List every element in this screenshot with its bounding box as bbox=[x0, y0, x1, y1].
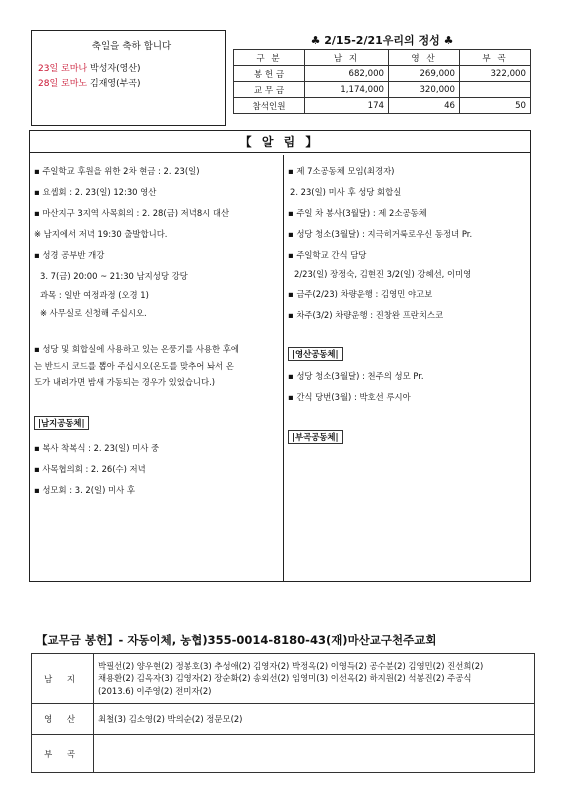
offering-value: 1,174,000 bbox=[305, 82, 389, 98]
notice-item: ▪ 금주(2/23) 차량운행 : 김영민 야고보 bbox=[288, 289, 433, 299]
notice-item: ▪ 주일 차 봉사(3월달) : 제 2소공동체 bbox=[288, 208, 427, 218]
donor-line: (2013.6) 이주영(2) 전미자(2) bbox=[98, 685, 212, 696]
offering-value: 682,000 bbox=[305, 66, 389, 82]
offering-title: ♣ 2/15-2/21우리의 정성 ♣ bbox=[310, 34, 454, 47]
donor-label: 남 지 bbox=[32, 654, 94, 704]
offering-header: 부 곡 bbox=[460, 50, 531, 66]
offering-value: 46 bbox=[389, 98, 460, 114]
notice-divider bbox=[283, 155, 284, 582]
feast-day-row bbox=[38, 77, 225, 92]
section-label: |부곡공동체| bbox=[288, 430, 343, 444]
feast-day-row bbox=[38, 62, 225, 77]
notice-section-title bbox=[288, 431, 343, 443]
offering-label: 봉 헌 금 bbox=[234, 66, 305, 82]
feast-name: 김재영(부곡) bbox=[90, 79, 141, 89]
donor-label: 부 곡 bbox=[32, 735, 94, 773]
feast-day-title: 축일을 축하 합니다 bbox=[91, 41, 172, 52]
donor-table bbox=[31, 653, 535, 773]
donor-line: 최철(3) 김소영(2) 박의순(2) 정문모(2) bbox=[98, 713, 243, 724]
section-label: |남지공동체| bbox=[34, 416, 89, 430]
offering-row bbox=[234, 98, 531, 114]
notice-section-title bbox=[34, 417, 89, 429]
feast-date: 28일 bbox=[38, 79, 59, 89]
offering-value bbox=[460, 82, 531, 98]
offering-label: 교 무 금 bbox=[234, 82, 305, 98]
notice-item: 과목 : 일반 여정과정 (오경 1) bbox=[40, 290, 149, 300]
offering-label: 참석인원 bbox=[234, 98, 305, 114]
notice-item: ▪ 성모회 : 3. 2(일) 미사 후 bbox=[34, 485, 135, 495]
offering-row bbox=[234, 82, 531, 98]
notice-header: 【 알 림 】 bbox=[30, 131, 530, 153]
offering-row bbox=[234, 66, 531, 82]
notice-item: 3. 7(금) 20:00 ~ 21:30 남지성당 강당 bbox=[40, 271, 188, 281]
notice-item: ※ 남지에서 저녁 19:30 출발합니다. bbox=[34, 229, 168, 239]
notice-item: 는 반드시 코드를 뽑아 주십시오(온도를 맞추어 놔서 온 bbox=[34, 361, 234, 371]
notice-item: ▪ 주일학교 후원을 위한 2차 현금 : 2. 23(일) bbox=[34, 166, 200, 176]
offering-table bbox=[233, 49, 531, 114]
donor-line: 채용환(2) 김옥자(3) 김영자(2) 장순화(2) 송외선(2) 임영미(3) 이선옥(2) 하지원(2) 석봉진(2) 주공식 bbox=[98, 673, 472, 684]
notice-item: ▪ 복사 착복식 : 2. 23(일) 미사 중 bbox=[34, 443, 160, 453]
donor-names bbox=[94, 735, 535, 773]
donor-row bbox=[32, 654, 535, 704]
notice-item: ▪ 마산지구 3지역 사목회의 : 2. 28(금) 저녁8시 대산 bbox=[34, 208, 230, 218]
donor-row bbox=[32, 704, 535, 735]
offering-header: 남 지 bbox=[305, 50, 389, 66]
donor-row bbox=[32, 735, 535, 773]
offering-header: 구 분 bbox=[234, 50, 305, 66]
donor-names bbox=[94, 704, 535, 735]
donor-label: 영 산 bbox=[32, 704, 94, 735]
notice-item: ▪ 성당 청소(3월달) : 천주의 성모 Pr. bbox=[288, 371, 424, 381]
notice-item: 2/23(일) 장정숙, 김현진 3/2(일) 강혜선, 이미영 bbox=[294, 269, 472, 279]
offering-header-row bbox=[234, 50, 531, 66]
notice-item: ▪ 성당 및 회합실에 사용하고 있는 온풍기를 사용한 후에 bbox=[34, 344, 239, 354]
offering-value: 320,000 bbox=[389, 82, 460, 98]
offering-value: 50 bbox=[460, 98, 531, 114]
section-label: |영산공동체| bbox=[288, 347, 343, 361]
feast-date: 23일 bbox=[38, 64, 59, 74]
feast-saint: 로마나 bbox=[61, 64, 88, 74]
notice-item: ▪ 차주(3/2) 차량운행 : 진창완 프란치스코 bbox=[288, 310, 444, 320]
donor-names bbox=[94, 654, 535, 704]
feast-name: 박성자(영산) bbox=[90, 64, 141, 74]
notice-item: ▪ 사목협의회 : 2. 26(수) 저녁 bbox=[34, 464, 146, 474]
notice-item: ▪ 성경 공부반 개강 bbox=[34, 250, 105, 260]
notice-item: ▪ 요셉회 : 2. 23(일) 12:30 영산 bbox=[34, 187, 157, 197]
offering-value: 322,000 bbox=[460, 66, 531, 82]
offering-value: 269,000 bbox=[389, 66, 460, 82]
notice-item: 2. 23(일) 미사 후 성당 회합실 bbox=[290, 187, 402, 197]
offering-value: 174 bbox=[305, 98, 389, 114]
offering-header: 영 산 bbox=[389, 50, 460, 66]
fund-title: 【교무금 봉헌】- 자동이체, 농협)355-0014-8180-43(재)마산교구천주교회 bbox=[36, 633, 437, 647]
notice-item: 도가 내려가면 밤새 가동되는 경우가 있었습니다.) bbox=[34, 377, 216, 387]
feast-saint: 로마노 bbox=[61, 79, 88, 89]
notice-item: ※ 사무실로 신청해 주십시오. bbox=[40, 308, 147, 318]
notice-item: ▪ 간식 당번(3월) : 박호선 루시아 bbox=[288, 392, 411, 402]
notice-item: ▪ 성당 청소(3월달) : 지극히거룩로우신 동정녀 Pr. bbox=[288, 229, 473, 239]
feast-day-box bbox=[31, 30, 226, 126]
notice-item: ▪ 제 7소공동체 모임(최경자) bbox=[288, 166, 395, 176]
notice-section-title bbox=[288, 348, 343, 360]
donor-line: 박필선(2) 양우현(2) 정봉호(3) 추성애(2) 김영자(2) 박정옥(2) 이영득(2) 공수분(2) 김영민(2) 진선희(2) bbox=[98, 660, 484, 671]
notice-item: ▪ 주일학교 간식 담당 bbox=[288, 250, 367, 260]
